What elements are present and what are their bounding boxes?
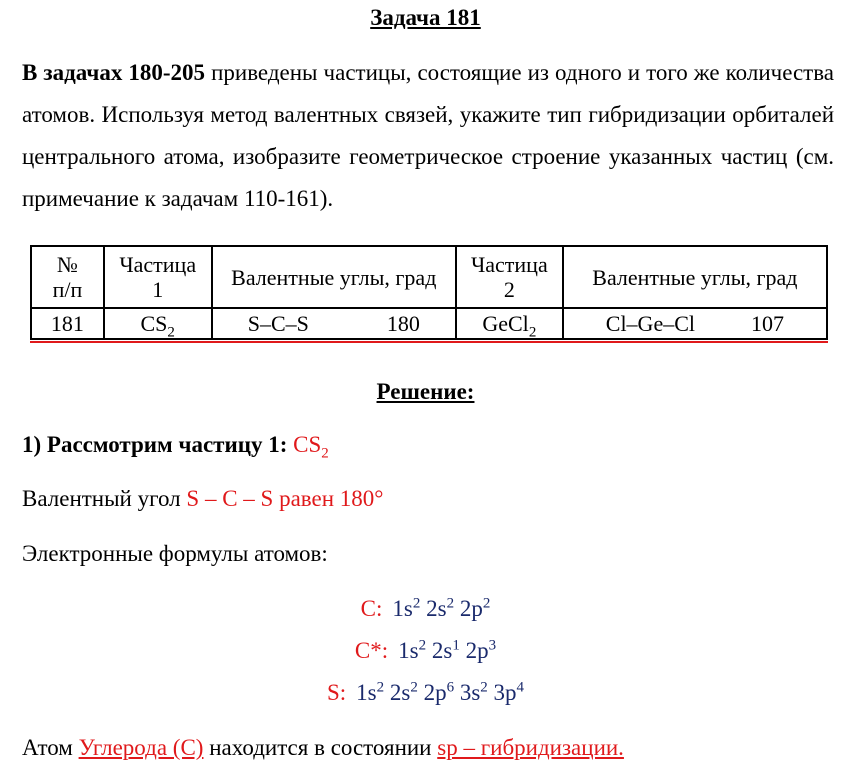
step-1-heading: 1) Рассмотрим частицу 1: $CS_2$ — [22, 432, 329, 462]
cell-angles-1: S–C–S 180 — [212, 308, 456, 339]
hybridization-line: Атом Углерода (C) находится в состоянии sp – гибридизации. — [22, 735, 624, 760]
formula-carbon: C: $1s^2$ $2s^2$ $2p^2$ — [360, 595, 491, 621]
particles-table — [30, 245, 828, 340]
formula-sulfur: S: $1s^2$ $2s^2$ $2p^6$ $3s^2$ $3p^4$ — [326, 679, 525, 705]
valence-angle-line: Валентный угол S – C – S равен 180° — [22, 486, 384, 511]
cell-particle-1: $CS_2$ — [104, 308, 212, 339]
task-text: приведены частицы, состоящие из одного и того же количества атомов. Используя метод валентных связей, укажите тип гибридизации орбиталей центрального атома, изобразите геометрическое строение указанных частиц (см. примечание к задачам 110-161). — [22, 60, 835, 211]
header-angles-1: Валентные углы, град — [212, 246, 456, 308]
table-header-row — [31, 246, 827, 308]
solution-title: Решение: — [376, 379, 475, 404]
header-particle-1: Частица 1 — [104, 246, 212, 308]
table-row — [31, 308, 827, 339]
task-title: Задача 181 — [370, 5, 481, 30]
step-1-particle: $CS_2$ — [293, 432, 329, 462]
header-number: № п/п — [31, 246, 104, 308]
task-range: В задачах 180-205 — [22, 60, 206, 85]
cell-number: 181 — [31, 308, 104, 339]
red-underline — [30, 341, 828, 343]
header-particle-2: Частица 2 — [456, 246, 563, 308]
electron-formulas-label: Электронные формулы атомов: — [22, 541, 328, 566]
header-angles-2: Валентные углы, град — [563, 246, 827, 308]
cell-angles-2: Cl–Ge–Cl 107 — [563, 308, 827, 339]
cell-particle-2: GeCl$_2$ — [456, 308, 563, 339]
formula-carbon-excited: C*: $1s^2$ $2s^1$ $2p^3$ — [354, 637, 497, 663]
task-description — [22, 52, 834, 220]
